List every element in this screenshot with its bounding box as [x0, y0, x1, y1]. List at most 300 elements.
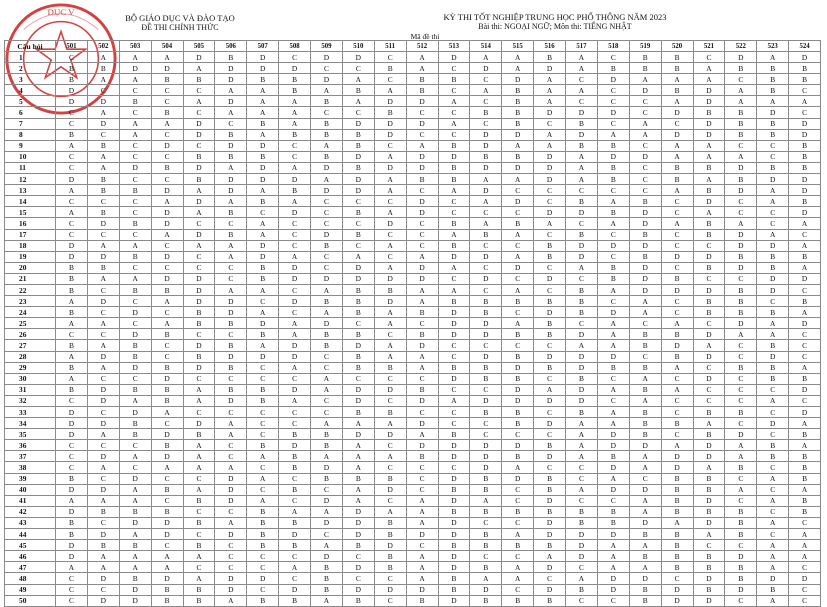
answer-cell: C: [151, 418, 183, 429]
answer-cell: B: [438, 362, 470, 373]
answer-cell: B: [693, 262, 725, 273]
answer-cell: D: [534, 162, 566, 173]
answer-cell: B: [693, 484, 725, 495]
answer-cell: D: [374, 540, 406, 551]
answer-cell: D: [374, 118, 406, 129]
answer-cell: C: [534, 462, 566, 473]
answer-cell: B: [215, 207, 247, 218]
answer-cell: D: [470, 329, 502, 340]
answer-cell: B: [566, 517, 598, 528]
answer-cell: D: [183, 129, 215, 140]
answer-cell: B: [87, 262, 119, 273]
answer-cell: A: [87, 151, 119, 162]
answer-cell: A: [661, 440, 693, 451]
answer-cell: D: [470, 140, 502, 151]
answer-cell: D: [406, 529, 438, 540]
answer-cell: A: [406, 140, 438, 151]
answer-cell: C: [757, 407, 789, 418]
answer-cell: D: [215, 307, 247, 318]
answer-cell: D: [311, 495, 343, 506]
answer-cell: C: [342, 573, 374, 584]
answer-cell: B: [119, 251, 151, 262]
answer-cell: B: [789, 162, 821, 173]
table-row: [5, 162, 821, 173]
answer-cell: B: [693, 162, 725, 173]
answer-cell: C: [597, 395, 629, 406]
answer-cell: B: [629, 384, 661, 395]
answer-cell: C: [597, 495, 629, 506]
answer-cell: D: [438, 517, 470, 528]
answer-cell: B: [215, 129, 247, 140]
answer-cell: B: [406, 174, 438, 185]
answer-cell: B: [374, 63, 406, 74]
answer-cell: D: [661, 451, 693, 462]
answer-cell: B: [119, 506, 151, 517]
answer-cell: A: [87, 562, 119, 573]
answer-cell: D: [311, 229, 343, 240]
answer-cell: B: [566, 296, 598, 307]
answer-cell: D: [151, 429, 183, 440]
answer-cell: B: [183, 318, 215, 329]
answer-cell: B: [311, 562, 343, 573]
answer-cell: D: [566, 529, 598, 540]
answer-cell: D: [438, 318, 470, 329]
answer-cell: D: [534, 562, 566, 573]
answer-cell: A: [438, 96, 470, 107]
answer-cell: D: [725, 429, 757, 440]
answer-cell: B: [789, 429, 821, 440]
answer-cell: D: [87, 395, 119, 406]
answer-cell: C: [183, 529, 215, 540]
answer-cell: C: [661, 118, 693, 129]
answer-cell: D: [342, 118, 374, 129]
answer-cell: B: [470, 373, 502, 384]
answer-cell: D: [693, 440, 725, 451]
answer-cell: A: [597, 384, 629, 395]
answer-cell: D: [87, 351, 119, 362]
answer-cell: D: [502, 384, 534, 395]
answer-cell: A: [56, 373, 88, 384]
table-row: [5, 296, 821, 307]
answer-cell: C: [56, 218, 88, 229]
table-row: [5, 307, 821, 318]
question-number: 44: [5, 529, 56, 540]
answer-cell: D: [56, 174, 88, 185]
answer-cell: B: [247, 74, 279, 85]
answer-cell: B: [597, 506, 629, 517]
answer-cell: D: [438, 495, 470, 506]
table-row: [5, 407, 821, 418]
answer-cell: A: [215, 462, 247, 473]
answer-cell: D: [502, 262, 534, 273]
answer-cell: A: [789, 418, 821, 429]
answer-cell: C: [247, 462, 279, 473]
answer-cell: B: [87, 174, 119, 185]
answer-table: [4, 40, 821, 607]
answer-cell: A: [215, 251, 247, 262]
table-row: [5, 451, 821, 462]
answer-cell: C: [119, 373, 151, 384]
answer-cell: B: [597, 162, 629, 173]
answer-cell: A: [151, 562, 183, 573]
answer-cell: B: [502, 373, 534, 384]
answer-cell: B: [215, 362, 247, 373]
answer-cell: A: [534, 96, 566, 107]
answer-cell: B: [438, 484, 470, 495]
question-number: 1: [5, 52, 56, 63]
answer-cell: A: [693, 151, 725, 162]
answer-cell: B: [597, 262, 629, 273]
question-number: 38: [5, 462, 56, 473]
answer-cell: D: [56, 85, 88, 96]
answer-cell: C: [502, 551, 534, 562]
answer-cell: C: [438, 273, 470, 284]
answer-cell: B: [693, 407, 725, 418]
answer-cell: D: [56, 506, 88, 517]
answer-cell: B: [661, 551, 693, 562]
answer-cell: B: [119, 429, 151, 440]
answer-cell: D: [693, 251, 725, 262]
answer-cell: D: [597, 240, 629, 251]
answer-cell: A: [119, 74, 151, 85]
answer-cell: C: [438, 462, 470, 473]
answer-cell: D: [757, 351, 789, 362]
answer-cell: B: [215, 340, 247, 351]
answer-cell: B: [342, 307, 374, 318]
answer-cell: C: [87, 196, 119, 207]
answer-cell: A: [151, 196, 183, 207]
question-number: 14: [5, 196, 56, 207]
answer-cell: A: [247, 218, 279, 229]
answer-cell: B: [151, 484, 183, 495]
answer-cell: D: [406, 151, 438, 162]
answer-cell: C: [374, 373, 406, 384]
answer-cell: A: [502, 462, 534, 473]
answer-cell: B: [757, 118, 789, 129]
answer-cell: C: [215, 440, 247, 451]
answer-cell: D: [342, 529, 374, 540]
answer-cell: C: [215, 262, 247, 273]
answer-cell: D: [215, 63, 247, 74]
answer-cell: C: [374, 573, 406, 584]
answer-cell: D: [87, 218, 119, 229]
answer-cell: D: [725, 162, 757, 173]
answer-cell: B: [566, 284, 598, 295]
table-row: [5, 229, 821, 240]
answer-cell: B: [87, 185, 119, 196]
question-number: 26: [5, 329, 56, 340]
answer-cell: C: [374, 395, 406, 406]
answer-cell: C: [757, 296, 789, 307]
answer-cell: C: [502, 517, 534, 528]
answer-cell: D: [725, 318, 757, 329]
question-number: 47: [5, 562, 56, 573]
answer-cell: A: [87, 429, 119, 440]
answer-cell: C: [789, 562, 821, 573]
answer-cell: B: [342, 540, 374, 551]
answer-cell: C: [693, 395, 725, 406]
answer-cell: C: [311, 63, 343, 74]
answer-cell: B: [661, 540, 693, 551]
table-row: [5, 584, 821, 595]
answer-cell: C: [693, 318, 725, 329]
answer-cell: D: [597, 440, 629, 451]
answer-cell: D: [693, 118, 725, 129]
answer-cell: C: [597, 251, 629, 262]
answer-cell: B: [566, 506, 598, 517]
answer-cell: B: [438, 74, 470, 85]
answer-cell: C: [87, 307, 119, 318]
answer-cell: A: [279, 251, 311, 262]
answer-cell: C: [693, 240, 725, 251]
answer-cell: C: [789, 351, 821, 362]
answer-cell: B: [661, 85, 693, 96]
answer-cell: C: [56, 462, 88, 473]
answer-cell: D: [215, 96, 247, 107]
answer-cell: A: [661, 96, 693, 107]
answer-cell: D: [438, 52, 470, 63]
answer-cell: D: [151, 373, 183, 384]
answer-cell: B: [661, 473, 693, 484]
answer-cell: D: [693, 451, 725, 462]
answer-cell: D: [119, 162, 151, 173]
answer-cell: C: [215, 118, 247, 129]
answer-cell: C: [311, 207, 343, 218]
answer-cell: C: [56, 196, 88, 207]
answer-cell: A: [247, 229, 279, 240]
answer-cell: B: [725, 529, 757, 540]
answer-cell: C: [502, 484, 534, 495]
answer-cell: D: [342, 185, 374, 196]
table-row: [5, 218, 821, 229]
answer-cell: A: [119, 240, 151, 251]
answer-cell: B: [566, 118, 598, 129]
answer-cell: C: [342, 318, 374, 329]
answer-cell: A: [56, 351, 88, 362]
answer-cell: D: [757, 107, 789, 118]
answer-cell: B: [566, 229, 598, 240]
answer-cell: A: [215, 284, 247, 295]
answer-cell: B: [374, 284, 406, 295]
answer-cell: D: [502, 395, 534, 406]
answer-cell: D: [247, 63, 279, 74]
answer-cell: C: [151, 307, 183, 318]
answer-cell: D: [566, 540, 598, 551]
answer-cell: B: [406, 74, 438, 85]
answer-cell: B: [311, 429, 343, 440]
answer-cell: A: [661, 218, 693, 229]
answer-cell: D: [789, 207, 821, 218]
answer-cell: D: [725, 52, 757, 63]
answer-cell: B: [119, 540, 151, 551]
answer-cell: C: [247, 551, 279, 562]
answer-cell: C: [151, 151, 183, 162]
question-number: 40: [5, 484, 56, 495]
answer-cell: A: [470, 196, 502, 207]
svg-text:DỤC V: DỤC V: [47, 6, 75, 17]
answer-cell: D: [183, 284, 215, 295]
answer-cell: A: [725, 85, 757, 96]
answer-cell: C: [247, 484, 279, 495]
answer-cell: C: [470, 340, 502, 351]
answer-cell: A: [597, 129, 629, 140]
answer-cell: C: [87, 129, 119, 140]
answer-cell: B: [629, 362, 661, 373]
answer-cell: A: [502, 318, 534, 329]
answer-cell: B: [119, 340, 151, 351]
answer-cell: D: [342, 506, 374, 517]
answer-cell: D: [183, 196, 215, 207]
answer-cell: A: [534, 140, 566, 151]
answer-cell: C: [87, 284, 119, 295]
answer-cell: B: [247, 506, 279, 517]
answer-cell: C: [470, 207, 502, 218]
exam-header: [380, 12, 730, 32]
answer-cell: D: [183, 52, 215, 63]
answer-cell: D: [311, 273, 343, 284]
answer-cell: B: [56, 384, 88, 395]
answer-cell: B: [502, 451, 534, 462]
answer-cell: A: [757, 395, 789, 406]
answer-cell: B: [566, 373, 598, 384]
answer-cell: C: [566, 185, 598, 196]
answer-cell: C: [87, 440, 119, 451]
answer-cell: C: [438, 351, 470, 362]
answer-cell: C: [725, 340, 757, 351]
answer-cell: C: [534, 196, 566, 207]
exam-code-header: 524: [789, 41, 821, 52]
answer-cell: B: [374, 517, 406, 528]
answer-cell: B: [757, 85, 789, 96]
answer-cell: B: [470, 484, 502, 495]
answer-cell: D: [438, 329, 470, 340]
answer-cell: C: [438, 340, 470, 351]
question-number: 34: [5, 418, 56, 429]
answer-cell: D: [757, 273, 789, 284]
answer-cell: C: [311, 351, 343, 362]
answer-cell: B: [279, 451, 311, 462]
answer-cell: A: [87, 551, 119, 562]
answer-cell: A: [247, 473, 279, 484]
answer-cell: C: [151, 240, 183, 251]
question-number: 7: [5, 118, 56, 129]
answer-cell: C: [119, 140, 151, 151]
answer-cell: C: [534, 118, 566, 129]
answer-cell: C: [789, 584, 821, 595]
answer-cell: C: [725, 140, 757, 151]
answer-cell: A: [693, 207, 725, 218]
answer-cell: A: [342, 495, 374, 506]
answer-cell: C: [789, 107, 821, 118]
answer-cell: B: [311, 473, 343, 484]
answer-cell: A: [629, 462, 661, 473]
answer-cell: D: [374, 162, 406, 173]
answer-cell: D: [342, 151, 374, 162]
answer-cell: C: [151, 174, 183, 185]
answer-cell: D: [247, 318, 279, 329]
answer-cell: A: [597, 407, 629, 418]
exam-code-header: 503: [119, 41, 151, 52]
answer-cell: C: [56, 395, 88, 406]
question-number: 6: [5, 107, 56, 118]
answer-cell: B: [693, 296, 725, 307]
answer-cell: D: [629, 284, 661, 295]
answer-cell: D: [438, 451, 470, 462]
answer-cell: C: [502, 240, 534, 251]
answer-cell: B: [470, 362, 502, 373]
answer-cell: D: [757, 418, 789, 429]
answer-cell: D: [789, 118, 821, 129]
answer-cell: B: [311, 340, 343, 351]
answer-cell: C: [470, 429, 502, 440]
question-number: 41: [5, 495, 56, 506]
answer-cell: C: [279, 229, 311, 240]
answer-cell: A: [279, 196, 311, 207]
answer-cell: B: [438, 573, 470, 584]
answer-cell: B: [757, 373, 789, 384]
answer-cell: D: [151, 218, 183, 229]
answer-cell: D: [789, 273, 821, 284]
answer-cell: C: [725, 540, 757, 551]
answer-cell: C: [56, 229, 88, 240]
answer-cell: D: [470, 63, 502, 74]
answer-cell: C: [56, 584, 88, 595]
answer-cell: C: [87, 517, 119, 528]
answer-cell: C: [247, 296, 279, 307]
answer-cell: B: [151, 395, 183, 406]
answer-cell: C: [502, 307, 534, 318]
answer-cell: B: [693, 218, 725, 229]
answer-cell: A: [119, 395, 151, 406]
answer-cell: C: [534, 340, 566, 351]
answer-cell: D: [597, 74, 629, 85]
answer-cell: D: [597, 151, 629, 162]
answer-cell: B: [247, 384, 279, 395]
answer-cell: A: [311, 284, 343, 295]
answer-cell: B: [311, 129, 343, 140]
answer-cell: B: [311, 440, 343, 451]
answer-cell: A: [725, 218, 757, 229]
answer-cell: A: [629, 373, 661, 384]
answer-cell: B: [661, 174, 693, 185]
answer-cell: A: [311, 595, 343, 606]
official-exam-label: ĐỀ THI CHÍNH THỨC: [141, 23, 219, 32]
answer-cell: A: [534, 384, 566, 395]
answer-cell: C: [215, 218, 247, 229]
answer-cell: B: [470, 506, 502, 517]
answer-cell: C: [406, 407, 438, 418]
answer-cell: B: [311, 118, 343, 129]
answer-cell: D: [534, 307, 566, 318]
answer-cell: D: [151, 185, 183, 196]
answer-cell: C: [438, 407, 470, 418]
answer-cell: C: [693, 52, 725, 63]
answer-cell: A: [789, 484, 821, 495]
answer-cell: B: [151, 284, 183, 295]
answer-cell: D: [342, 262, 374, 273]
answer-cell: B: [342, 284, 374, 295]
answer-cell: B: [534, 296, 566, 307]
answer-cell: C: [279, 573, 311, 584]
answer-cell: A: [247, 284, 279, 295]
question-number: 49: [5, 584, 56, 595]
answer-cell: D: [119, 584, 151, 595]
answer-cell: B: [151, 162, 183, 173]
answer-cell: D: [247, 351, 279, 362]
answer-cell: B: [725, 296, 757, 307]
answer-cell: C: [629, 162, 661, 173]
answer-cell: C: [119, 318, 151, 329]
